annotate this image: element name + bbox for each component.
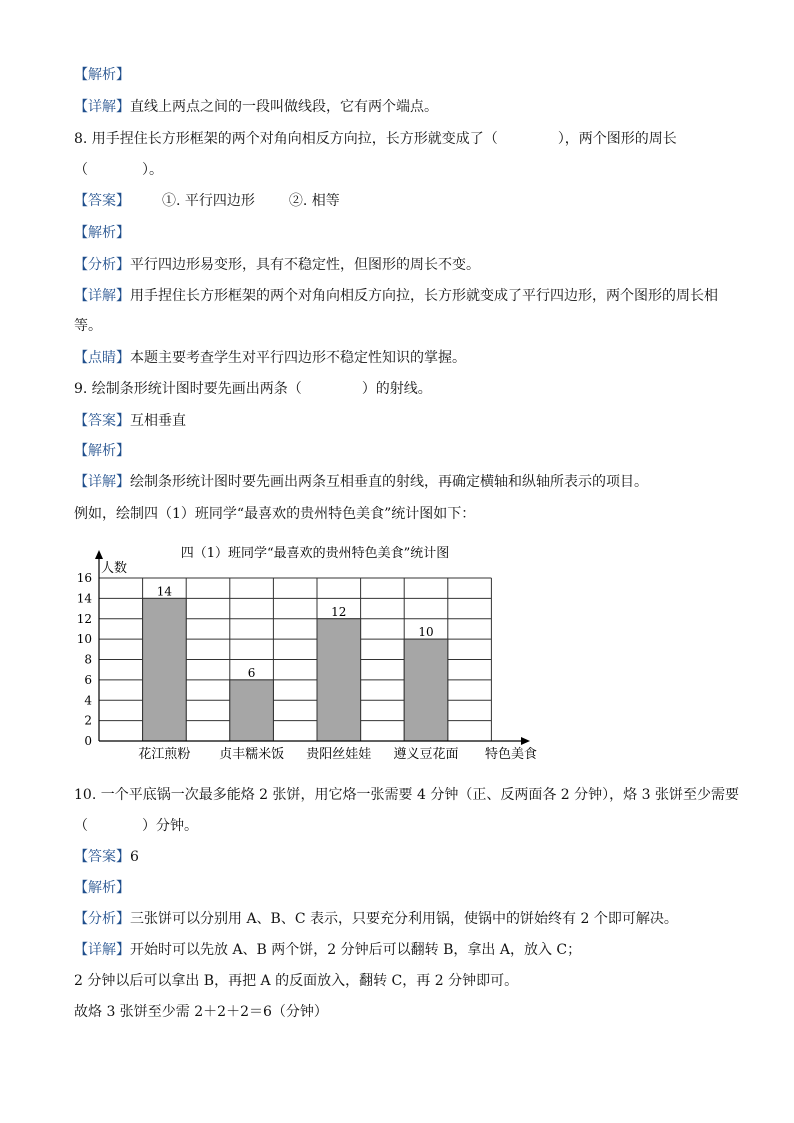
y-tick-label: 4 bbox=[84, 693, 92, 708]
q10-stem-b-close: ）分钟。 bbox=[142, 818, 198, 834]
q10-line2-text: 2 分钟以后可以拿出 B，再把 A 的反面放入，翻转 C，再 2 分钟即可。 bbox=[74, 973, 519, 989]
q9-stem-b: ）的射线。 bbox=[361, 381, 432, 397]
q8-answer-1: ①. 平行四边形 bbox=[162, 193, 255, 209]
bar bbox=[143, 598, 187, 741]
jiexi-tag: 【解析】 bbox=[74, 443, 130, 459]
xiangjie-tag: 【详解】 bbox=[74, 288, 130, 304]
q8-stem-c-open: （ bbox=[74, 162, 88, 178]
jiexi-tag: 【解析】 bbox=[74, 880, 130, 896]
q8-xiangjie-text-a: 用手捏住长方形框架的两个对角向相反方向拉，长方形就变成了平行四边形，两个图形的周长相 bbox=[130, 288, 718, 304]
q8-dianjing-text: 本题主要考查学生对平行四边形不稳定性知识的掌握。 bbox=[130, 350, 466, 366]
xiangjie-tag: 【详解】 bbox=[74, 99, 130, 115]
q9-xiangjie-text: 绘制条形统计图时要先画出两条互相垂直的射线，再确定横轴和纵轴所表示的项目。 bbox=[130, 474, 648, 490]
q10-stem-line1 bbox=[74, 785, 739, 805]
q10-answer: 6 bbox=[130, 849, 139, 865]
q10-jiexi-line bbox=[74, 878, 130, 898]
data-label: 6 bbox=[247, 665, 256, 680]
y-tick-label: 12 bbox=[76, 611, 92, 626]
q10-xiangjie-line bbox=[74, 940, 581, 960]
category-label: 贞丰糯米饭 bbox=[219, 747, 285, 762]
q10-fenxi-text: 三张饼可以分别用 A、B、C 表示，只要充分利用锅，使锅中的饼始终有 2 个即可解决。 bbox=[130, 911, 678, 927]
y-tick-label: 8 bbox=[84, 652, 92, 667]
q10-answer-line bbox=[74, 847, 139, 867]
q9-stem-a: 9. 绘制条形统计图时要先画出两条（ bbox=[74, 381, 302, 397]
chart-title: 四（1）班同学“最喜欢的贵州特色美食”统计图 bbox=[180, 546, 450, 561]
category-label: 花江煎粉 bbox=[138, 747, 191, 762]
q10-line3-text: 故烙 3 张饼至少需 2＋2＋2＝6（分钟） bbox=[74, 1004, 328, 1020]
x-axis-arrow bbox=[521, 737, 530, 745]
y-tick-label: 0 bbox=[84, 734, 92, 748]
category-label: 遵义豆花面 bbox=[393, 747, 459, 762]
fenxi-tag: 【分析】 bbox=[74, 911, 130, 927]
y-tick-label: 14 bbox=[76, 591, 92, 606]
q10-stem-a: 10. 一个平底锅一次最多能烙 2 张饼，用它烙一张需要 4 分钟（正、反两面各 2 分钟），烙 3 张饼至少需要 bbox=[74, 787, 739, 803]
q8-stem-a: 8. 用手捏住长方形框架的两个对角向相反方向拉，长方形就变成了（ bbox=[74, 131, 498, 147]
daan-tag: 【答案】 bbox=[74, 193, 130, 209]
q10-fenxi-line bbox=[74, 909, 678, 929]
bar bbox=[230, 680, 274, 741]
daan-tag: 【答案】 bbox=[74, 413, 130, 429]
q10-stem-b-open: （ bbox=[74, 818, 88, 834]
data-label: 10 bbox=[418, 625, 434, 640]
y-tick-label: 16 bbox=[76, 571, 92, 585]
data-label: 14 bbox=[156, 584, 173, 599]
y-tick-label: 6 bbox=[84, 672, 92, 687]
q10-line2 bbox=[74, 971, 518, 991]
q10-line3 bbox=[74, 1002, 328, 1022]
q8-stem-b: ），两个图形的周长 bbox=[557, 131, 677, 147]
q10-xiangjie-text: 开始时可以先放 A、B 两个饼，2 分钟后可以翻转 B，拿出 A，放入 C； bbox=[130, 942, 582, 958]
y-axis-label: 人数 bbox=[101, 561, 128, 576]
q10-stem-line2 bbox=[74, 816, 198, 836]
q9-example-text: 例如，绘制四（1）班同学“最喜欢的贵州特色美食”统计图如下： bbox=[74, 506, 476, 522]
data-label: 12 bbox=[331, 604, 347, 619]
q8-answer-2: ②. 相等 bbox=[288, 193, 340, 209]
q8-xiangjie-text-b: 等。 bbox=[74, 318, 102, 334]
fenxi-tag: 【分析】 bbox=[74, 257, 130, 273]
y-axis-arrow bbox=[95, 550, 103, 559]
q9-answer: 互相垂直 bbox=[130, 413, 186, 429]
y-tick-label: 2 bbox=[84, 713, 92, 728]
q8-fenxi-text: 平行四边形易变形，具有不稳定性，但图形的周长不变。 bbox=[130, 257, 480, 273]
q8-stem-c-close: ）。 bbox=[142, 162, 163, 178]
dianjing-tag: 【点睛】 bbox=[74, 350, 130, 366]
xiangjie-tag: 【详解】 bbox=[74, 474, 130, 490]
bar bbox=[317, 619, 361, 741]
bar bbox=[404, 639, 448, 741]
jiexi-tag: 【解析】 bbox=[74, 67, 130, 83]
category-label: 贵阳丝娃娃 bbox=[306, 747, 372, 762]
y-tick-label: 10 bbox=[76, 632, 92, 647]
q7-xiangjie-text: 直线上两点之间的一段叫做线段，它有两个端点。 bbox=[130, 99, 438, 115]
xiangjie-tag: 【详解】 bbox=[74, 942, 130, 958]
x-axis-label: 特色美食 bbox=[484, 747, 538, 762]
jiexi-tag: 【解析】 bbox=[74, 225, 130, 241]
daan-tag: 【答案】 bbox=[74, 849, 130, 865]
